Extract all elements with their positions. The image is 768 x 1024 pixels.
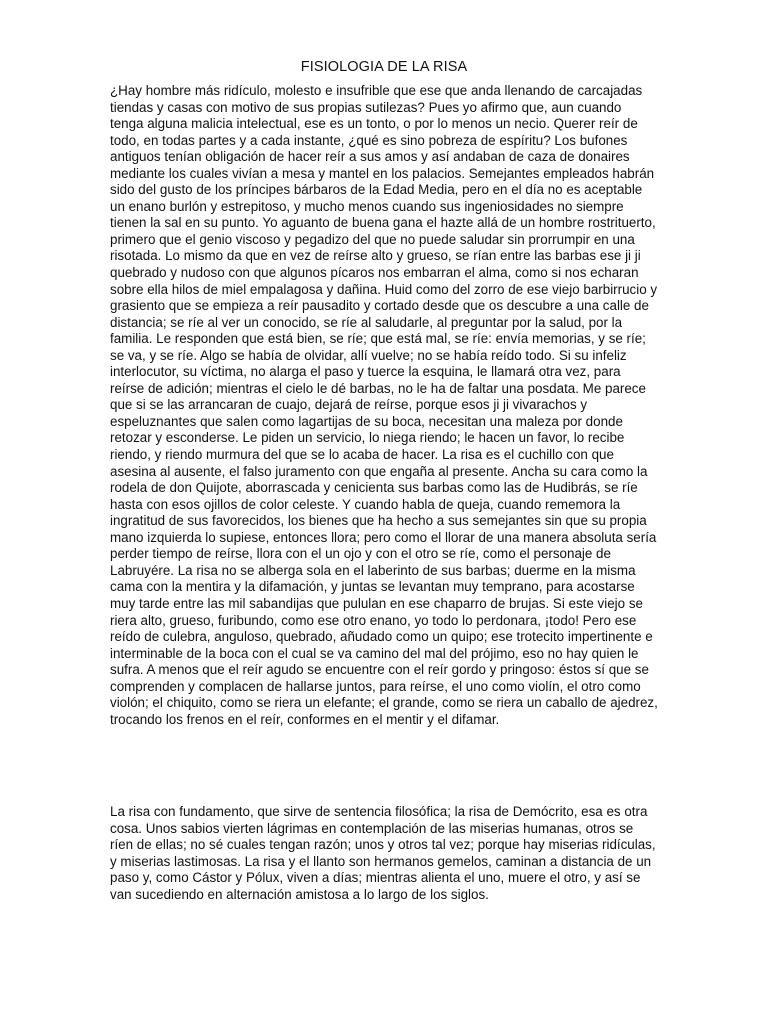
body-paragraph: ¿Hay hombre más ridículo, molesto e insufrible que ese que anda llenando de carcajadas tiendas y casas con motivo de sus propias sutilezas? Pues yo afirmo que, aun cuando tenga alguna malicia intelectual, ese es un tonto, o por lo menos un necio. Querer reír de todo, en todas partes y a cada instante, ¿qué es sino pobreza de espíritu? Los bufones antiguos tenían obligación de hacer reír a sus amos y así andaban de caza de donaires mediante los cuales vivían a mesa y mantel en los palacios. Semejantes empleados habrán sido del gusto de los príncipes bárbaros de la Edad Media, pero en el día no es aceptable un enano burlón y estrepitoso, y mucho menos cuando sus ingeniosidades no siempre tienen la sal en su punto. Yo aguanto de buena gana el hazte allá de un hombre rostrituerto, primero que el genio viscoso y pegadizo del que no puede saludar sin prorrumpir en una risotada. Lo mismo da que en vez de reírse alto y grueso, se rían entre las barbas ese ji ji quebrado y nudoso con que algunos pícaros nos embarran el alma, como si nos echaran sobre ella hilos de miel empalagosa y dañina. Huid como del zorro de ese viejo barbirrucio y grasiento que se empieza a reír pausadito y cortado desde que os descubre a una calle de distancia; se ríe al ver un conocido, se ríe al saludarle, al preguntar por la salud, por la familia. Le responden que está bien, se ríe; que está mal, se ríe: envía memorias, y se ríe; se va, y se ríe. Algo se había de olvidar, allí vuelve; no se había reído todo. Si su infeliz interlocutor, su víctima, no alarga el paso y tuerce la esquina, le llamará otra vez, para reírse de adición; mientras el cielo le dé barbas, no le ha de faltar una posdata. Me parece que si se las arrancaran de cuajo, dejará de reírse, porque esos ji ji vivarachos y espeluznantes que salen como lagartijas de su boca, necesitan una maleza por donde retozar y esconderse. Le piden un servicio, lo niega riendo; le hacen un favor, lo recibe riendo, y riendo murmura del que se lo acaba de hacer. La risa es el cuchillo con que asesina al ausente, el falso juramento con que engaña al presente. Ancha su cara como la rodela de don Quijote, aborrascada y cenicienta sus barbas como las de Hudibrás, se ríe hasta con esos ojillos de color celeste. Y cuando habla de queja, cuando rememora la ingratitud de sus favorecidos, los bienes que ha hecho a sus semejantes sin que su propia mano izquierda lo supiese, entonces llora; pero como el llorar de una manera absoluta sería perder tiempo de reírse, llora con el un ojo y con el otro se ríe, como el personaje de Labruyére. La risa no se alberga sola en el laberinto de sus barbas; duerme en la misma cama con la mentira y la difamación, y juntas se levantan muy temprano, para acostarse muy tarde entre las mil sabandijas que pululan en ese chaparro de brujas. Si este viejo se riera alto, grueso, furibundo, como ese otro enano, yo todo lo perdonara, ¡todo! Pero ese reído de culebra, anguloso, quebrado, añudado como un quipo; ese trotecito impertinente e interminable de la boca con el cual se va camino del mal del prójimo, eso no hay quien le sufra. A menos que el reír agudo se encuentre con el reír gordo y pringoso: éstos sí que se comprenden y complacen de hallarse juntos, para reírse, el uno como violín, el otro como violón; el chiquito, como se riera un elefante; el grande, como se riera un caballo de ajedrez, trocando los frenos en el reír, conformes en el mentir y el difamar. — [110, 83, 658, 727]
body-paragraph: La risa con fundamento, que sirve de sentencia filosófica; la risa de Demócrito, esa es otra cosa. Unos sabios vierten lágrimas en contemplación de las miserias humanas, otros se ríen de ellas; no sé cuales tengan razón; unos y otros tal vez; porque hay miserias ridículas, y miserias lastimosas. La risa y el llanto son hermanos gemelos, caminan a distancia de un paso y, como Cástor y Pólux, viven a días; mientras alienta el uno, muere el otro, y así se van sucediendo en alternación amistosa a lo largo de los siglos. — [110, 804, 656, 902]
document-title: FISIOLOGIA DE LA RISA — [300, 59, 468, 75]
